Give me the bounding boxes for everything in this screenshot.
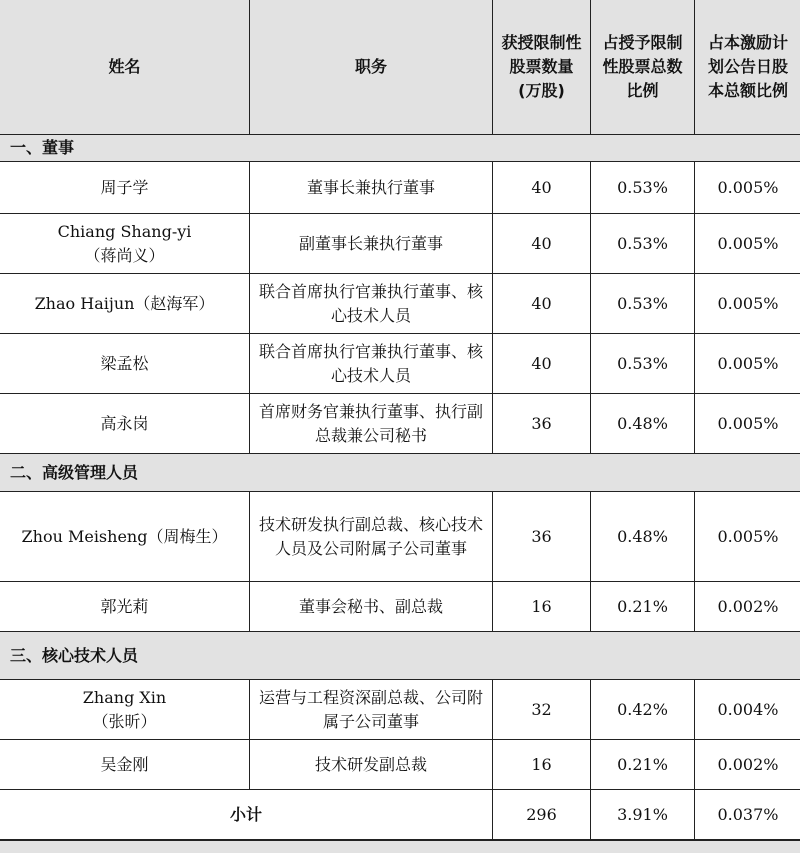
section-row <box>0 454 800 492</box>
name-cell: Zhao Haijun（赵海军） <box>0 274 250 334</box>
ratio-total-cell: 0.005% <box>695 214 800 274</box>
ratio-grant-cell: 0.53% <box>591 162 695 214</box>
bottom-strip <box>0 840 800 853</box>
header-ratio-total: 占本激励计划公告日股本总额比例 <box>695 0 800 135</box>
total-ratio-total: 0.037% <box>695 790 800 840</box>
ratio-grant-cell: 0.48% <box>591 394 695 454</box>
shares-cell: 16 <box>493 582 591 632</box>
table-row <box>0 214 800 274</box>
table-row <box>0 394 800 454</box>
section-title-core-tech: 三、核心技术人员 <box>0 632 800 680</box>
table-row <box>0 582 800 632</box>
ratio-total-cell: 0.005% <box>695 334 800 394</box>
ratio-grant-cell: 0.42% <box>591 680 695 740</box>
ratio-total-cell: 0.005% <box>695 394 800 454</box>
shares-cell: 36 <box>493 492 591 582</box>
name-chinese: （张昕） <box>92 711 157 731</box>
total-label: 小计 <box>0 790 493 840</box>
table-row <box>0 162 800 214</box>
table-row <box>0 680 800 740</box>
header-row <box>0 0 800 135</box>
name-cell <box>0 214 250 274</box>
position-cell: 技术研发副总裁 <box>250 740 493 790</box>
table-row <box>0 740 800 790</box>
section-row <box>0 135 800 162</box>
shares-cell: 16 <box>493 740 591 790</box>
ratio-grant-cell: 0.48% <box>591 492 695 582</box>
shares-cell: 32 <box>493 680 591 740</box>
shares-cell: 40 <box>493 162 591 214</box>
position-cell: 联合首席执行官兼执行董事、核心技术人员 <box>250 274 493 334</box>
position-cell: 董事长兼执行董事 <box>250 162 493 214</box>
header-position: 职务 <box>250 0 493 135</box>
table-row <box>0 274 800 334</box>
ratio-grant-cell: 0.53% <box>591 334 695 394</box>
section-row <box>0 632 800 680</box>
header-shares: 获授限制性股票数量(万股) <box>493 0 591 135</box>
ratio-grant-cell: 0.21% <box>591 740 695 790</box>
name-cell: 郭光莉 <box>0 582 250 632</box>
header-name: 姓名 <box>0 0 250 135</box>
ratio-total-cell: 0.002% <box>695 582 800 632</box>
name-latin: Chiang Shang-yi <box>57 221 192 241</box>
name-chinese: （蒋尚义） <box>84 245 165 265</box>
ratio-total-cell: 0.004% <box>695 680 800 740</box>
total-shares: 296 <box>493 790 591 840</box>
shares-cell: 40 <box>493 274 591 334</box>
shares-cell: 36 <box>493 394 591 454</box>
position-cell: 联合首席执行官兼执行董事、核心技术人员 <box>250 334 493 394</box>
name-latin: Zhang Xin <box>82 687 167 707</box>
total-ratio-grant: 3.91% <box>591 790 695 840</box>
ratio-grant-cell: 0.21% <box>591 582 695 632</box>
ratio-grant-cell: 0.53% <box>591 274 695 334</box>
position-cell: 副董事长兼执行董事 <box>250 214 493 274</box>
total-row <box>0 790 800 840</box>
position-cell: 首席财务官兼执行董事、执行副总裁兼公司秘书 <box>250 394 493 454</box>
name-cell: 吴金刚 <box>0 740 250 790</box>
table-row <box>0 334 800 394</box>
ratio-total-cell: 0.005% <box>695 274 800 334</box>
section-title-senior-management: 二、高级管理人员 <box>0 454 800 492</box>
shares-cell: 40 <box>493 334 591 394</box>
header-ratio-grant: 占授予限制性股票总数比例 <box>591 0 695 135</box>
name-cell <box>0 680 250 740</box>
position-cell: 技术研发执行副总裁、核心技术人员及公司附属子公司董事 <box>250 492 493 582</box>
ratio-total-cell: 0.005% <box>695 162 800 214</box>
shares-cell: 40 <box>493 214 591 274</box>
position-cell: 运营与工程资深副总裁、公司附属子公司董事 <box>250 680 493 740</box>
name-cell: 梁孟松 <box>0 334 250 394</box>
table-row <box>0 492 800 582</box>
ratio-total-cell: 0.005% <box>695 492 800 582</box>
name-cell: 高永岗 <box>0 394 250 454</box>
name-cell: 周子学 <box>0 162 250 214</box>
section-title-directors: 一、董事 <box>0 135 800 162</box>
ratio-grant-cell: 0.53% <box>591 214 695 274</box>
position-cell: 董事会秘书、副总裁 <box>250 582 493 632</box>
name-cell: Zhou Meisheng（周梅生） <box>0 492 250 582</box>
ratio-total-cell: 0.002% <box>695 740 800 790</box>
